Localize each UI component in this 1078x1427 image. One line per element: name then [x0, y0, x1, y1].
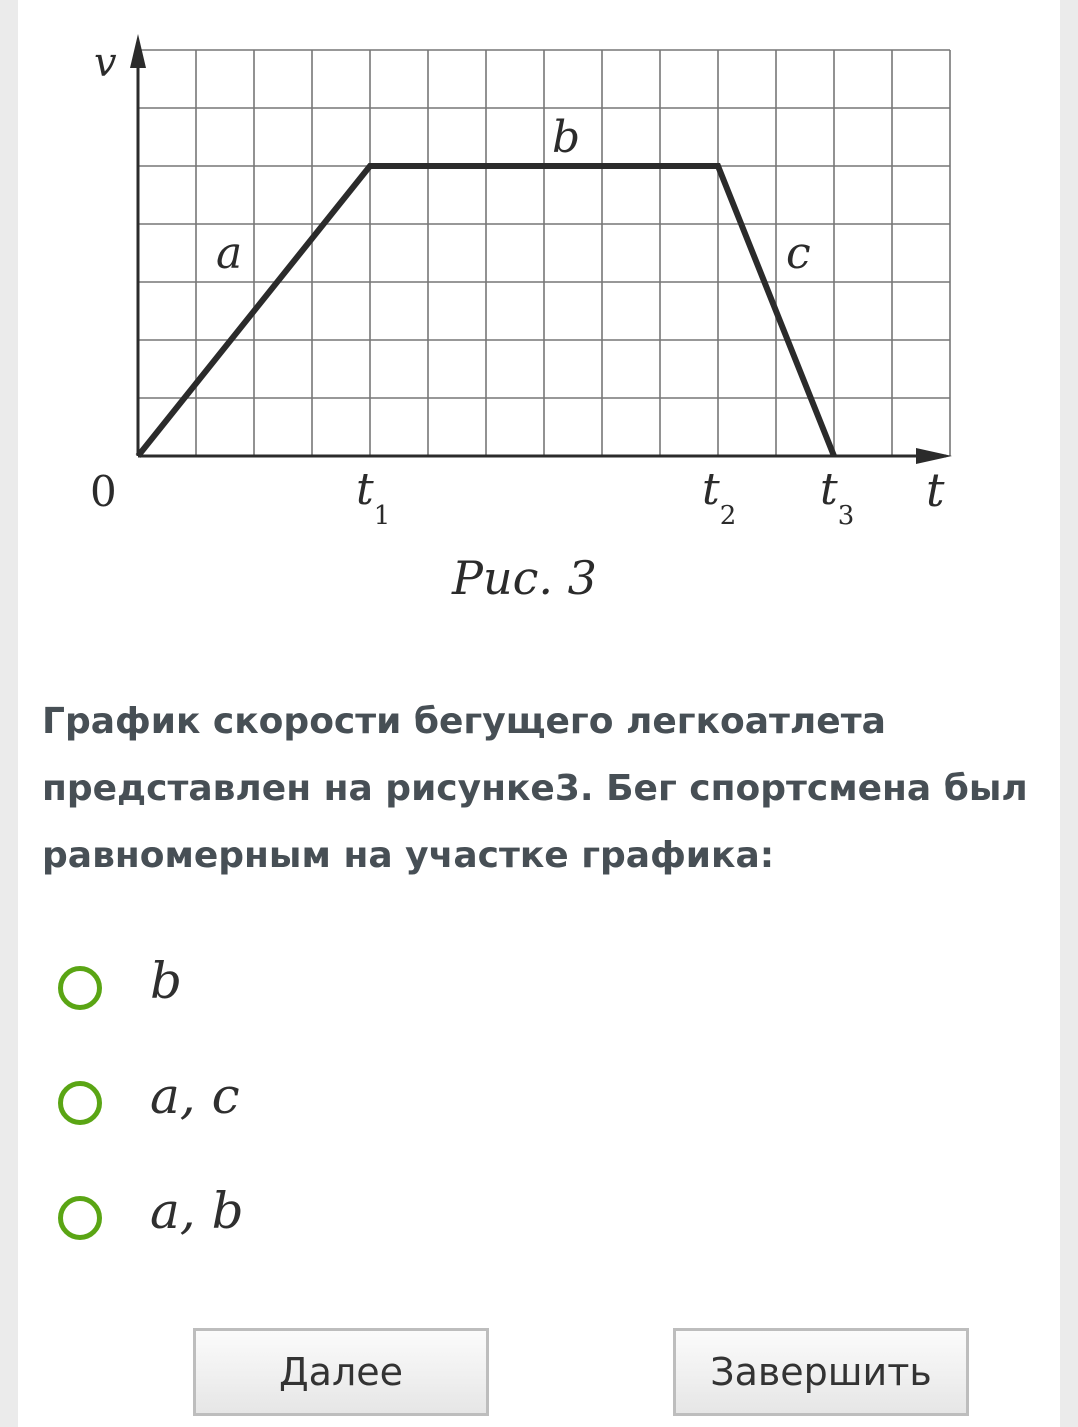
option-b[interactable]	[56, 952, 656, 1040]
radio-circle-icon[interactable]	[58, 1196, 102, 1240]
tick-label-t1: $t_1$	[356, 464, 391, 531]
question-card	[18, 0, 1060, 1427]
figure-caption: Рис. 3	[452, 551, 597, 605]
option-label: b	[150, 952, 183, 1010]
y-axis-arrow-icon	[130, 34, 146, 68]
x-axis-arrow-icon	[916, 448, 952, 464]
option-a-b[interactable]	[56, 1182, 656, 1270]
tick-label-t3: $t_3$	[820, 464, 855, 531]
segment-label-c: c	[786, 228, 811, 279]
question-text: График скорости бегущего легкоатлета представлен на рисунке3. Бег спортсмена был равномерным на участке графика:	[42, 701, 1028, 876]
axis-label-t: t	[926, 463, 945, 517]
velocity-chart	[18, 0, 1060, 620]
segment-label-b: b	[552, 112, 581, 163]
next-button[interactable]: Далее	[193, 1328, 489, 1416]
velocity-figure	[18, 0, 1060, 620]
finish-button[interactable]: Завершить	[673, 1328, 969, 1416]
radio-circle-icon[interactable]	[58, 1081, 102, 1125]
tick-label-t2: $t_2$	[702, 464, 737, 531]
origin-label: 0	[90, 467, 117, 516]
option-label: a, b	[150, 1182, 244, 1240]
chart-grid	[138, 50, 950, 456]
segment-label-a: a	[216, 228, 243, 279]
axis-label-v: v	[94, 40, 117, 86]
radio-circle-icon[interactable]	[58, 966, 102, 1010]
option-label: a, c	[150, 1067, 240, 1125]
option-a-c[interactable]	[56, 1067, 656, 1155]
